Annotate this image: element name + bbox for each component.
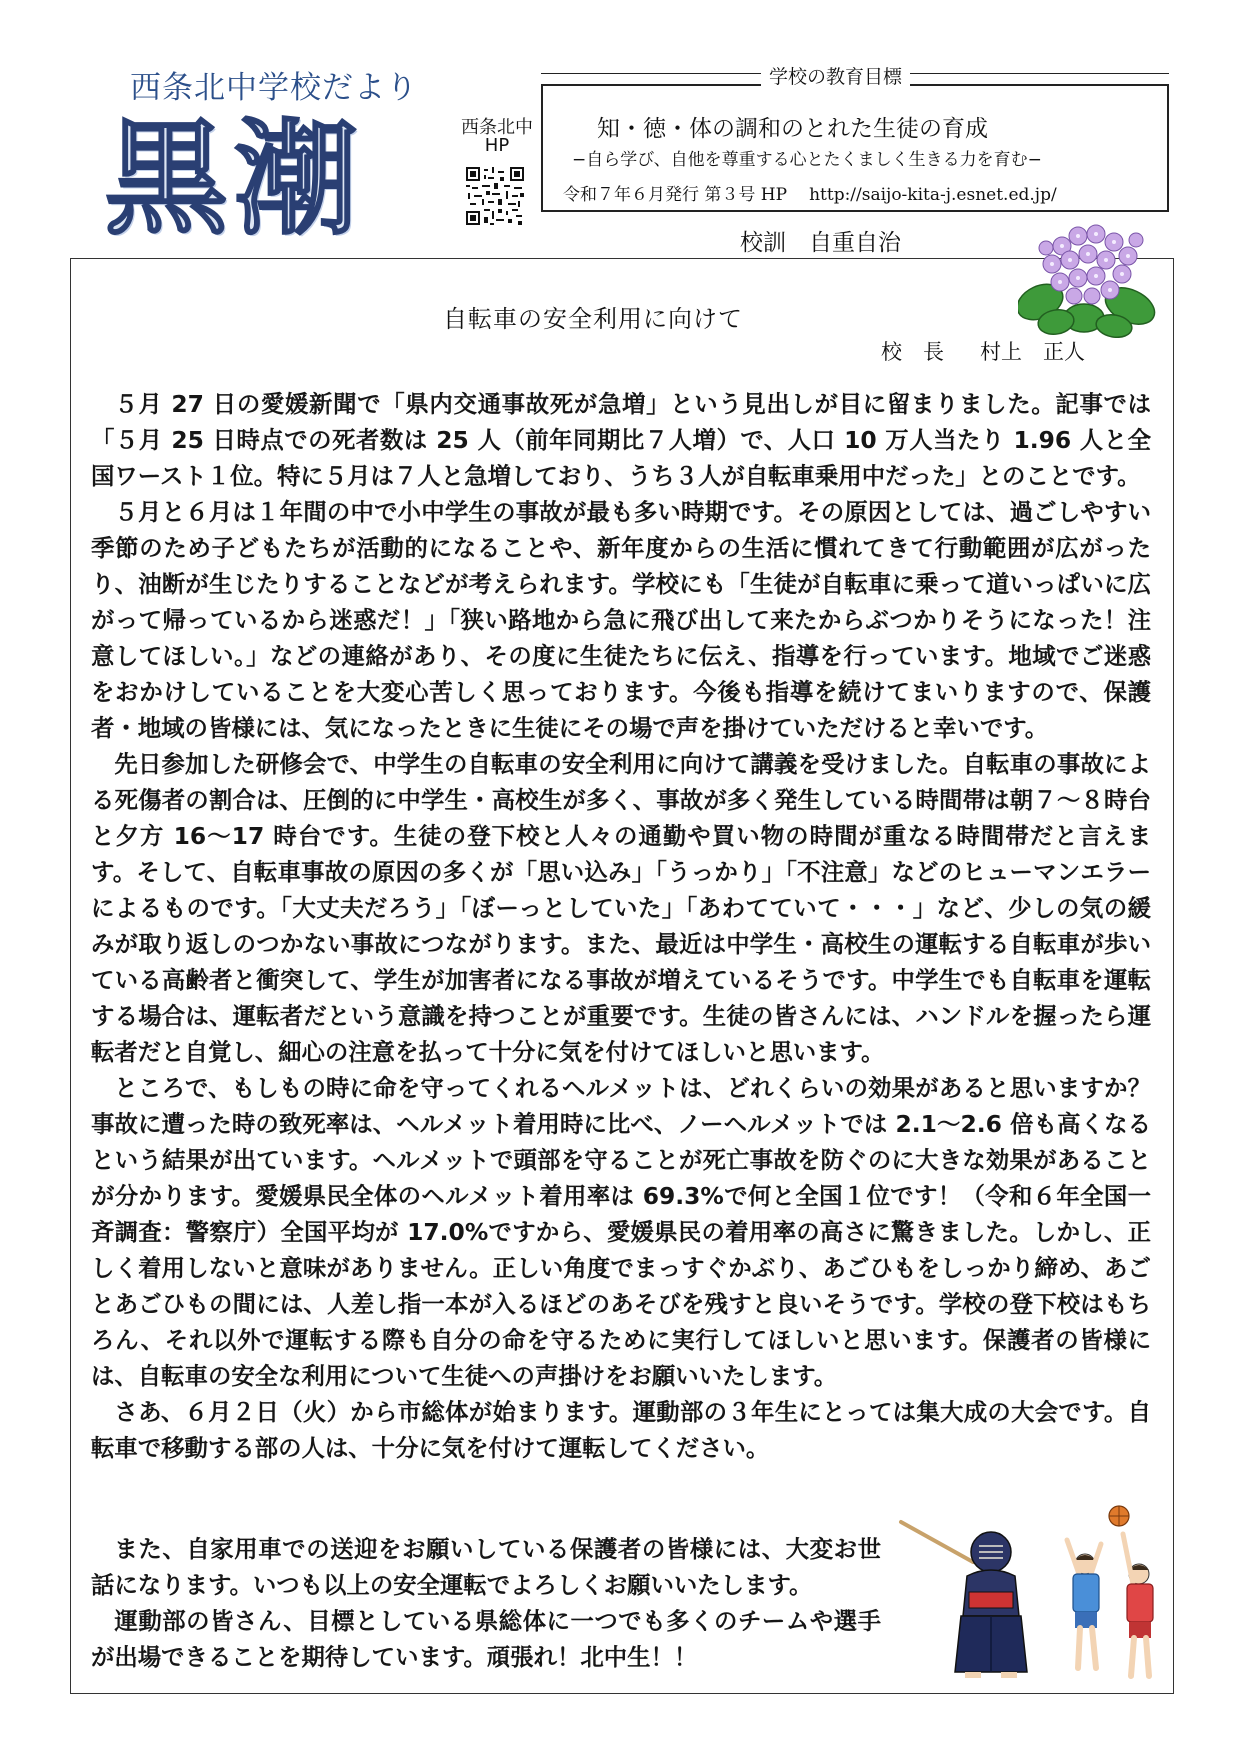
- paragraph-seminar: 先日参加した研修会で、中学生の自転車の安全利用に向けて講義を受けました。自転車の事故による死傷者の割合は、圧倒的に中学生・高校生が多く、事故が多く発生している時間帯は朝７〜８時台と夕方 16〜17 時台です。生徒の登下校と人々の通勤や買い物の時間が重なる時間帯だと言えます。そして、自転車事故の原因の多くが「思い込み」「うっかり」「不注意」などのヒューマンエラーによるものです。「大丈夫だろう」「ぼーっとしていた」「あわてていて・・・」など、少しの気の緩みが取り返しのつかない事故につながります。また、最近は中学生・高校生の運転する自転車が歩いている高齢者と衝突して、学生が加害者になる事故が増えているそうです。中学生でも自転車を運転する場合は、運転者だという意識を持つことが重要です。生徒の皆さんには、ハンドルを握ったら運転者だと自覚し、細心の注意を払って十分に気を付けてほしいと思います。: [91, 750, 1151, 1066]
- author-name: 村上 正人: [980, 340, 1085, 364]
- paragraph-cheer: 運動部の皆さん、目標としている県総体に一つでも多くのチームや選手が出場できることを期待しています。頑張れ！北中生！！: [91, 1607, 881, 1671]
- newsletter-subtitle: 西条北中学校だより: [130, 70, 418, 106]
- kendo-basketball-illustration: [895, 1500, 1167, 1686]
- author-role: 校 長: [881, 340, 944, 364]
- article-body: [91, 386, 1151, 1466]
- paragraph-tournament: さあ、６月２日（火）から市総体が始まります。運動部の３年生にとっては集大成の大会です。自転車で移動する部の人は、十分に気を付けて運転してください。: [91, 1398, 1151, 1462]
- hydrangea-illustration: [1018, 210, 1156, 338]
- issue-line: [563, 180, 1057, 205]
- paragraph-news: ５月 27 日の愛媛新聞で「県内交通事故死が急増」という見出しが目に留まりました。記事では「５月 25 日時点での死者数は 25 人（前年同期比７人増）で、人口 10 万人当たり 1.96 人と全国ワースト１位。特に５月は７人と急増しており、うち３人が自転車乗用中だった」とのことです。: [91, 390, 1151, 490]
- goal-main: 知・徳・体の調和のとれた生徒の育成: [597, 116, 988, 142]
- hp-label: [448, 119, 546, 155]
- issue-info: 令和７年６月発行 第３号 HP: [563, 185, 788, 205]
- hp-label-school: 西条北中: [461, 117, 533, 138]
- goal-sub: −自ら学び、自他を尊重する心とたくましく生きる力を育む−: [572, 150, 1042, 170]
- paragraph-parents: また、自家用車での送迎をお願いしている保護者の皆様には、大変お世話になります。いつも以上の安全運転でよろしくお願いいたします。: [91, 1535, 881, 1599]
- article-author: [881, 336, 1085, 366]
- article-body-closing: [91, 1531, 881, 1675]
- hp-label-hp: HP: [484, 135, 510, 156]
- qr-code-icon[interactable]: [466, 167, 524, 225]
- school-motto: 校訓 自重自治: [740, 230, 901, 256]
- school-url-link[interactable]: http://saijo-kita-j.esnet.ed.jp/: [809, 185, 1057, 205]
- goals-caption: 学校の教育目標: [761, 62, 910, 89]
- article-title: 自転車の安全利用に向けて: [443, 305, 743, 333]
- paragraph-helmet: ところで、もしもの時に命を守ってくれるヘルメットは、どれくらいの効果があると思いますか？事故に遭った時の致死率は、ヘルメット着用時に比べ、ノーヘルメットでは 2.1〜2.6 倍も高くなるという結果が出ています。ヘルメットで頭部を守ることが死亡事故を防ぐのに大きな効果があることが分かります。愛媛県民全体のヘルメット着用率は 69.3%で何と全国１位です！（令和６年全国一斉調査：警察庁）全国平均が 17.0%ですから、愛媛県民の着用率の高さに驚きました。しかし、正しく着用しないと意味がありません。正しい角度でまっすぐかぶり、あごひもをしっかり締め、あごとあごひもの間には、人差し指一本が入るほどのあそびを残すと良いそうです。学校の登下校はもちろん、それ以外で運転する際も自分の命を守るために実行してほしいと思います。保護者の皆様には、自転車の安全な利用について生徒への声掛けをお願いいたします。: [91, 1074, 1151, 1390]
- paragraph-season: ５月と６月は１年間の中で小中学生の事故が最も多い時期です。その原因としては、過ごしやすい季節のため子どもたちが活動的になることや、新年度からの生活に慣れてきて行動範囲が広がったり、油断が生じたりすることなどが考えられます。学校にも「生徒が自転車に乗って道いっぱいに広がって帰っているから迷惑だ！」「狭い路地から急に飛び出して来たからぶつかりそうになった！注意してほしい。」などの連絡があり、その度に生徒たちに伝え、指導を行っています。地域でご迷惑をおかけしていることを大変心苦しく思っております。今後も指導を続けてまいりますので、保護者・地域の皆様には、気になったときに生徒にその場で声を掛けていただけると幸いです。: [91, 498, 1151, 742]
- newsletter-logo-title: 黒潮: [104, 107, 365, 252]
